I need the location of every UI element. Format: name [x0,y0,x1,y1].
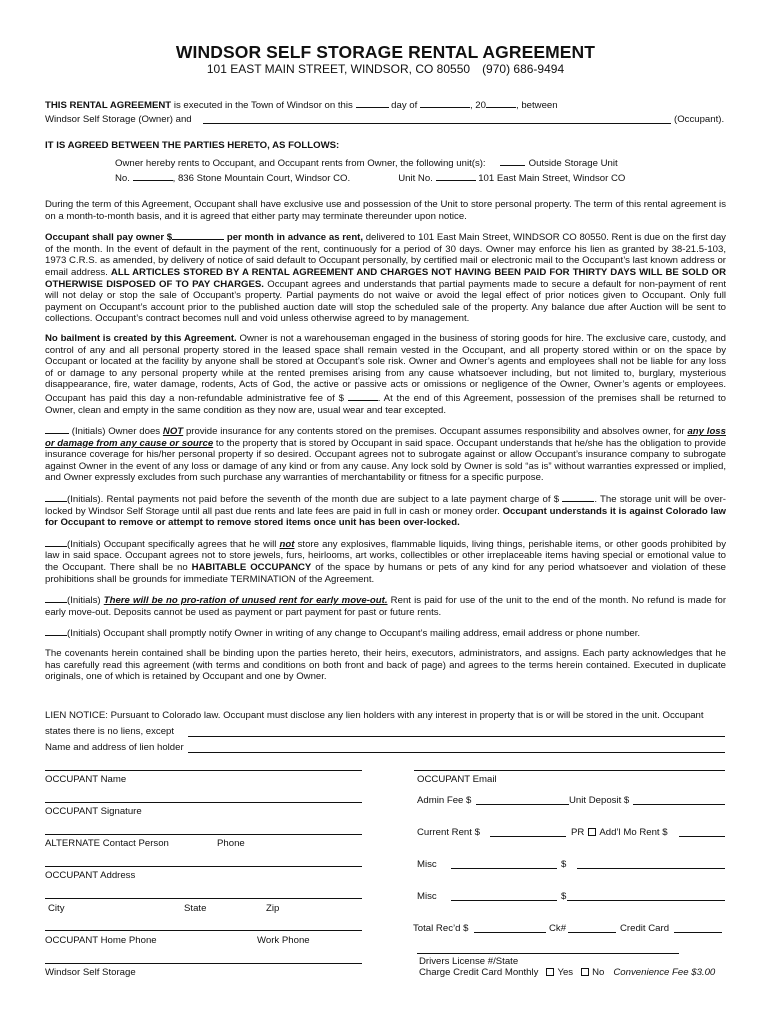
page-title: WINDSOR SELF STORAGE RENTAL AGREEMENT [175,42,596,62]
state-label: State [184,903,207,914]
rent-amount-field[interactable] [172,230,224,240]
terms-body [45,199,726,683]
term-paragraph: During the term of this Agreement, Occupant shall have exclusive use and possession of the Unit to store personal property. The term of this rental agreement is on a month-to-month basis, and it is agreed that either party may terminate thereunder upon notice. [45,199,726,222]
lien-except-field[interactable] [188,736,725,737]
city-label: City [48,903,65,914]
initials-field-1[interactable] [45,424,69,434]
unit-no-field-1[interactable] [133,171,173,181]
initials-field-4[interactable] [45,593,67,603]
misc-2-dollar: $ [561,891,567,902]
total-received-input[interactable] [474,932,546,933]
late-fee-field[interactable] [562,492,594,502]
credit-card-label: Credit Card [620,923,670,934]
occupant-name-label: OCCUPANT Name [45,774,127,785]
drivers-license-line[interactable] [417,953,679,954]
outside-unit-field[interactable] [500,156,525,166]
phones-line[interactable] [45,930,362,931]
misc-2-amount[interactable] [567,900,725,901]
admin-fee-input[interactable] [476,804,569,805]
insurance-paragraph: (Initials) Owner does NOT provide insurance for any contents stored on the premises. Occupant assumes responsibility and absolves owner, for any loss or damage from any cause or source to the property that is stored by Occupant in said space. Occupant understands that he/she has the obligation to provide insurance coverage for his/her personal property if so desired. Occupant agrees not to subrogate against or allow Occupant’s insurance company to subrogate against Owner in the event of any loss or damage of any kind or from any cause. Any lock sold by Owner is sold “as is” without warranties expressed or implied, and Owner expressly excludes from such purchase any warranties of merchantability or fitness for a specific purpose. [45,426,727,484]
admin-fee-label: Admin Fee $ [417,795,472,806]
initials-field-2[interactable] [45,492,67,502]
windsor-signature-label: Windsor Self Storage [45,967,136,978]
payment-paragraph: Occupant shall pay owner $ per month in advance as rent, delivered to 101 East Main Street, WINDSOR CO 80550. Rent is due on the first day of the month. In the event of default in the payment of the rent, continuously for a period of 30 days. Owner may enforce his lien as granted by 38-21.5-103, 1973 C.R.S. as amended, by delivery of notice of said default to Occupant personally, by certified mail or electronic mail to the Occupant’s last known address or email address. ALL ARTICLES STORED BY A RENTAL AGREEMENT AND CHARGES NOT HAVING BEEN PAID FOR THIRTY DAYS WILL BE SOLD OR OTHERWISE DISPOSED OF TO PAY CHARGES. Occupant agrees and understands that partial payments made to secure a default for non-payment of rent will not delay or stop the sale of Occupant’s property. Partial payments do not waive or avoid the legal effect of prior notices given to Occupant. Only full payment on Occupant’s account prior to the published auction date will stop the scheduled sale of the property. Any balance due after Auction will be sent to collections. Occupant’s contract becomes null and void unless otherwise agreed to by management. [45,232,726,325]
total-received-label: Total Rec’d $ [413,923,469,934]
occupant-name-field[interactable] [203,123,671,124]
current-rent-label: Current Rent $ [417,827,480,838]
units-line-1: Owner hereby rents to Occupant, and Occupant rents from Owner, the following unit(s): Outside Storage Unit [115,158,618,169]
check-number-label: Ck# [549,923,567,934]
proration-paragraph: (Initials) There will be no pro-ration of unused rent for early move-out. Rent is paid for use of the unit to the end of the month. No refund is made for early move-out. Deposits cannot be used as payment or part payment for past or future rents. [45,595,727,618]
lien-holder-field[interactable] [188,752,725,753]
late-fee-paragraph: (Initials). Rental payments not paid before the seventh of the month due are subject to a late payment charge of $ . The storage unit will be over-locked by Windsor Self Storage until all past due rents and late fees are paid in full in cash or money order. Occupant understands it is against Colorado law for Occupant to remove or attempt to remove stored items once unit has been over-locked. [45,494,727,529]
convenience-fee: Convenience Fee $3.00 [613,967,716,978]
phone-number: (970) 686-9494 [482,62,565,76]
city-state-zip-line[interactable] [45,898,362,899]
check-number-input[interactable] [568,932,616,933]
drivers-license-label: Drivers License #/State [419,956,519,967]
owner-label: Windsor Self Storage (Owner) and [45,114,192,125]
zip-label: Zip [266,903,280,914]
current-rent-input[interactable] [490,836,566,837]
home-phone-label: OCCUPANT Home Phone [45,935,157,946]
misc-1-input[interactable] [451,868,557,869]
credit-card-input[interactable] [674,932,722,933]
occupant-email-line[interactable] [414,770,725,771]
street-address: 101 EAST MAIN STREET, WINDSOR, CO 80550 [206,62,471,76]
misc-1-label: Misc [417,859,437,870]
unit-no-field-2[interactable] [436,171,476,181]
charge-no-checkbox[interactable] [581,968,589,976]
lien-except-label: states there is no liens, except [45,726,175,737]
occupant-address-line[interactable] [45,866,362,867]
lien-notice: LIEN NOTICE: Pursuant to Colorado law. Occupant must disclose any lien holders with any interest in property that is or will be stored in the unit. Occupant [45,710,704,721]
pr-addl-rent-label: PR Add’l Mo Rent $ [571,827,668,838]
hazard-paragraph: (Initials) Occupant specifically agrees that he will not store any explosives, flammable liquids, living things, perishable items, or other goods prohibited by law in said space. Occupant agrees not to store jewels, furs, heirlooms, art works, collectibles or other irreplaceable items having special or emotional value to the Occupant. There shall be no HABITABLE OCCUPANCY of the space by humans or pets of any kind for any period whatsoever and violation of these prohibitions shall be grounds for immediate TERMINATION of the Agreement. [45,538,726,585]
month-field[interactable] [420,98,470,108]
agreed-heading: IT IS AGREED BETWEEN THE PARTIES HERETO, AS FOLLOWS: [45,140,340,151]
charge-monthly-row: Charge Credit Card Monthly Yes No Convenience Fee $3.00 [419,967,716,978]
covenants-paragraph: The covenants herein contained shall be binding upon the parties hereto, their heirs, executors, administrators, and assigns. Each party acknowledges that he has carefully read this agreement (with terms and conditions on both front and back of page) and agrees to the terms herein contained. Executed in duplicate originals, one of which is retained by Occupant and one by Owner. [45,648,726,683]
lien-holder-label: Name and address of lien holder [45,742,184,753]
facility-address [45,62,726,76]
year-field[interactable] [486,98,516,108]
work-phone-label: Work Phone [257,935,310,946]
alternate-contact-label: ALTERNATE Contact Person [45,838,169,849]
misc-2-input[interactable] [451,900,557,901]
occupant-label: (Occupant). [674,114,725,125]
alternate-phone-label: Phone [217,838,245,849]
windsor-signature-line[interactable] [45,963,362,964]
unit-deposit-input[interactable] [633,804,725,805]
occupant-name-line[interactable] [45,770,362,771]
addl-rent-checkbox[interactable] [588,828,596,836]
occupant-email-label: OCCUPANT Email [417,774,497,785]
occupant-address-label: OCCUPANT Address [45,870,136,881]
misc-1-dollar: $ [561,859,567,870]
bailment-paragraph: No bailment is created by this Agreement. Owner is not a warehouseman engaged in the business of storing goods for hire. The exclusive care, custody, and control of any and all personal property stored in the leased space shall remain vested in the Occupant, and all property stored within or on the space by Occupant or located at the facility by anyone shall be stored at Occupant’s sole risk. Owner and Owner’s agents and employees shall not be liable for any loss of or damage to any personal property while at the rented premises arising from any cause whatsoever including, but not limited to, burglary, mysterious disappearance, fire, water damage, rodents, Acts of God, the active or passive acts or omissions or negligence of the Owner, Owner’s agents or employees. Occupant has paid this day a non-refundable administrative fee of $ . At the end of this Agreement, possession of the premises shall be returned to Owner, clean and empty in the same condition as they now are, usual wear and tear excepted. [45,332,726,416]
occupant-signature-line[interactable] [45,802,362,803]
admin-fee-field[interactable] [348,391,378,401]
occupant-signature-label: OCCUPANT Signature [45,806,142,817]
misc-2-label: Misc [417,891,437,902]
initials-field-3[interactable] [45,537,67,547]
agreement-page [45,42,726,76]
units-line-2: No. , 836 Stone Mountain Court, Windsor CO. Unit No. 101 East Main Street, Windsor CO [115,173,626,184]
charge-yes-checkbox[interactable] [546,968,554,976]
notify-paragraph: (Initials) Occupant shall promptly notify Owner in writing of any change to Occupant’s mailing address, email address or phone number. [45,626,726,640]
addl-rent-input[interactable] [679,836,725,837]
initials-field-5[interactable] [45,626,67,636]
unit-deposit-label: Unit Deposit $ [569,795,630,806]
intro-line: THIS RENTAL AGREEMENT is executed in the Town of Windsor on this day of , 20 , between [45,100,558,111]
day-field[interactable] [356,98,389,108]
misc-1-amount[interactable] [577,868,725,869]
alternate-contact-line[interactable] [45,834,362,835]
